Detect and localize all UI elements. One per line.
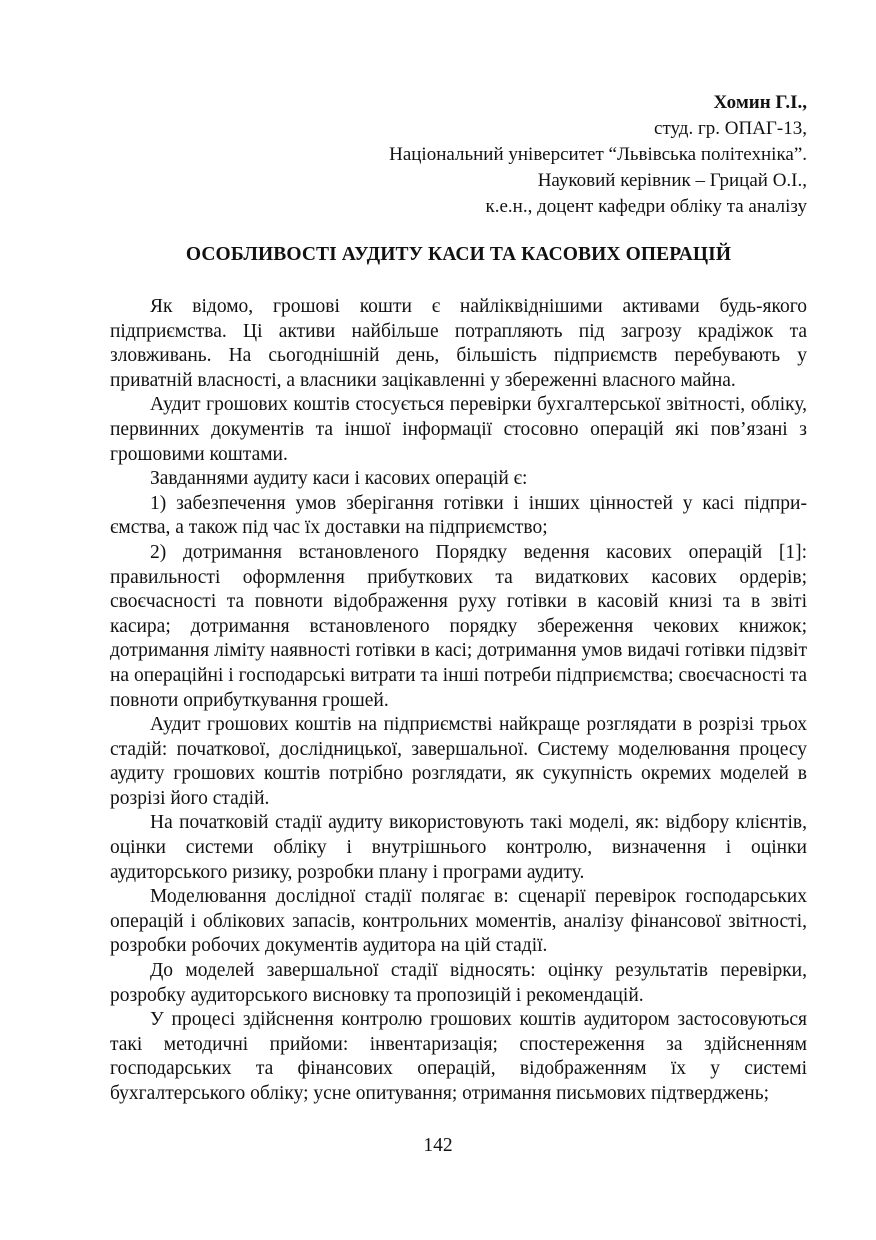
author-group: студ. гр. ОПАГ-13, xyxy=(654,118,807,139)
supervisor-name: Науковий керівник – Грицай О.І., xyxy=(537,170,807,191)
author-name: Хомин Г.І., xyxy=(713,92,807,113)
paragraph: Завданнями аудиту каси і касових операцій є: xyxy=(150,468,528,490)
supervisor-position: к.е.н., доцент кафедри обліку та аналізу xyxy=(485,196,807,217)
paragraph: 1) забезпечення умов зберігання готівки і інших цінностей у касі підприємства, а також під час їх доставки на підприємство; xyxy=(110,492,807,539)
paragraph: До моделей завершальної стадії відносять: оцінку результатів перевірки, розробку аудиторського висновку та пропозицій і рекомендацій. xyxy=(110,960,807,1006)
paragraph: 2) дотримання встановленого Порядку ведення касових операцій [1]: правильності оформлення прибуткових та видаткових касових ордерів; своєчасності та повноти відображення руху готівки в касовій книзі та в звіті касира; дотримання встановленого порядку збереження чекових книжок; дотримання ліміту наявності готівки в касі; дотримання умов видачі готівки підзвіт на операційні і господарські витрати та інші потреби підприємства; своєчасності та повноти оприбуткування грошей. xyxy=(110,541,807,711)
article-body xyxy=(110,295,807,1107)
page-number: 142 xyxy=(423,1135,453,1156)
paragraph: У процесі здійснення контролю грошових коштів аудитором застосовуються такі методичні прийоми: інвентаризація; спостереження за здійсненням господарських та фінансових операцій, відображенням їх у системі бухгалтерського обліку; усне опитування; отримання письмових підтверджень; xyxy=(110,1009,807,1104)
paragraph: Моделювання дослідної стадії полягає в: сценарії перевірок господарських операцій і облікових запасів, контрольних моментів, аналізу фінансової звітності, розробки робочих документів аудитора на цій стадії. xyxy=(110,886,807,957)
author-block xyxy=(110,90,807,220)
paragraph: Аудит грошових коштів стосується перевірки бухгалтерської звітності, обліку, первинних документів та іншої інформації стосовно операцій які пов’язані з грошовими коштами. xyxy=(110,394,807,465)
paragraph: Аудит грошових коштів на підприємстві найкраще розглядати в розрізі трьох стадій: початкової, дослідницької, завершальної. Систему моделювання процесу аудиту грошових коштів потрібно розглядати, як сукупність окремих моделей в розрізі його стадій. xyxy=(110,714,807,809)
document-page xyxy=(110,90,807,1107)
article-title: ОСОБЛИВОСТІ АУДИТУ КАСИ ТА КАСОВИХ ОПЕРАЦІЙ xyxy=(185,244,732,265)
paragraph: Як відомо, грошові кошти є найліквіднішими активами будь-якого підприємства. Ці активи найбільше потрапляють під загрозу крадіжок та зловживань. На сьогоднішній день, більшість підприємств перебувають у приватній власності, а власники зацікавленні у збереженні власного майна. xyxy=(110,296,807,391)
author-university: Національний університет “Львівська політехніка”. xyxy=(389,144,807,165)
paragraph: На початковій стадії аудиту використовують такі моделі, як: відбору клієнтів, оцінки системи обліку і внутрішнього контролю, визначення і оцінки аудиторського ризику, розробки плану і програми аудиту. xyxy=(110,812,807,883)
